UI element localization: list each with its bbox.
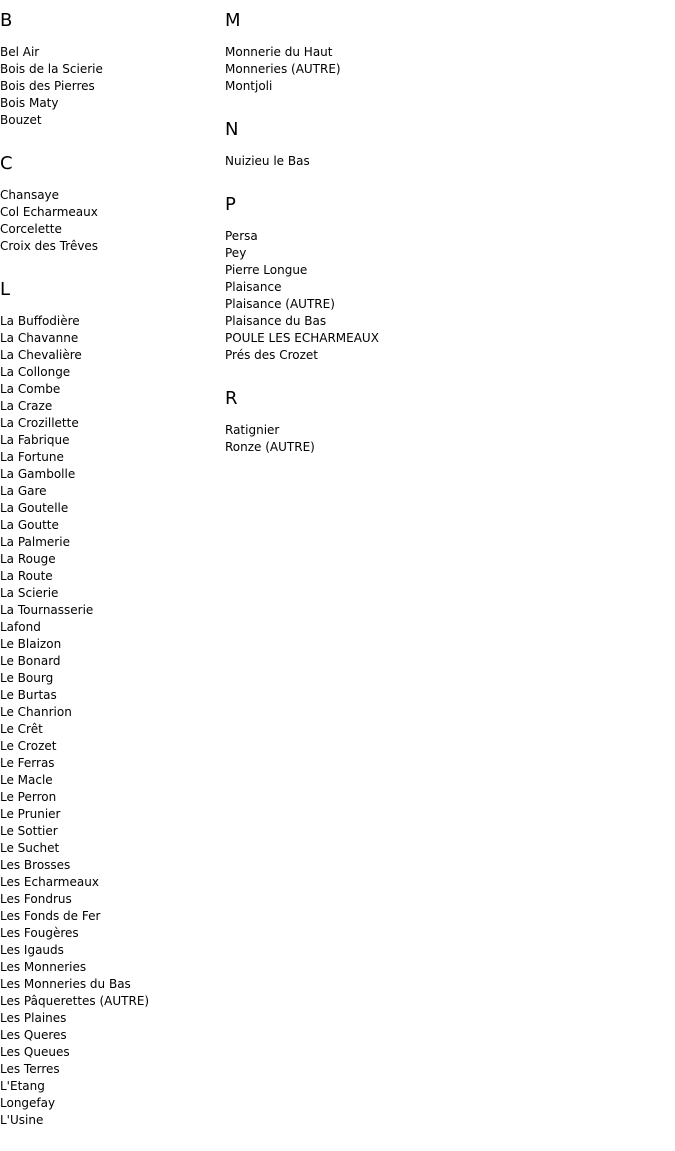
letter-heading: M [225, 10, 241, 31]
place-entry: Les Monneries [0, 960, 87, 974]
place-entry: Plaisance [225, 280, 282, 294]
place-entry: Nuizieu le Bas [225, 154, 310, 168]
place-entry: Les Fonds de Fer [0, 909, 101, 923]
place-entry: La Craze [0, 399, 53, 413]
place-entry: Les Plaines [0, 1011, 67, 1025]
place-entry: La Crozillette [0, 416, 79, 430]
index-column-right [225, 8, 665, 478]
place-entry: La Combe [0, 382, 61, 396]
place-entry: Col Echarmeaux [0, 205, 98, 219]
place-entry: Plaisance (AUTRE) [225, 297, 335, 311]
place-entry: La Goutte [0, 518, 59, 532]
letter-group [0, 151, 220, 255]
place-entry: Les Monneries du Bas [0, 977, 131, 991]
place-entry: Bois des Pierres [0, 79, 95, 93]
letter-group [225, 386, 665, 456]
place-entry: Le Sottier [0, 824, 58, 838]
place-entry: La Chevalière [0, 348, 82, 362]
letter-heading: L [0, 279, 11, 300]
place-entry: La Gare [0, 484, 47, 498]
place-entry: Le Bourg [0, 671, 54, 685]
place-entry: Le Suchet [0, 841, 60, 855]
letter-group [0, 277, 220, 1129]
place-entry: La Goutelle [0, 501, 69, 515]
place-entry: Pierre Longue [225, 263, 308, 277]
letter-heading: N [225, 119, 239, 140]
place-entry: Les Echarmeaux [0, 875, 99, 889]
place-entry: POULE LES ECHARMEAUX [225, 331, 379, 345]
place-entry: Le Crozet [0, 739, 57, 753]
place-entry: Croix des Trêves [0, 239, 99, 253]
place-entry: La Route [0, 569, 53, 583]
entry-list [225, 153, 665, 170]
place-entry: Les Fondrus [0, 892, 72, 906]
place-entry: Monnerie du Haut [225, 45, 333, 59]
place-entry: Longefay [0, 1096, 56, 1110]
place-entry: Le Ferras [0, 756, 55, 770]
place-entry: Ratignier [225, 423, 280, 437]
place-entry: La Tournasserie [0, 603, 94, 617]
place-entry: Prés des Crozet [225, 348, 318, 362]
entry-list [225, 228, 665, 364]
place-entry: Le Blaizon [0, 637, 62, 651]
place-entry: L'Etang [0, 1079, 45, 1093]
letter-heading: C [0, 153, 13, 174]
place-entry: Montjoli [225, 79, 273, 93]
letter-heading: P [225, 194, 236, 215]
entry-list [225, 422, 665, 456]
place-entry: Les Igauds [0, 943, 64, 957]
letter-group [225, 117, 665, 170]
place-entry: Les Terres [0, 1062, 60, 1076]
letter-group [225, 192, 665, 364]
place-entry: La Fortune [0, 450, 64, 464]
place-entry: Bois de la Scierie [0, 62, 103, 76]
place-entry: La Gambolle [0, 467, 76, 481]
place-entry: La Chavanne [0, 331, 79, 345]
letter-group [0, 8, 220, 129]
place-entry: La Scierie [0, 586, 59, 600]
place-entry: L'Usine [0, 1113, 44, 1127]
place-entry: Le Chanrion [0, 705, 72, 719]
entry-list [225, 44, 665, 95]
place-entry: Les Fougères [0, 926, 79, 940]
place-entry: Ronze (AUTRE) [225, 440, 315, 454]
letter-heading: B [0, 10, 13, 31]
index-column-left [0, 8, 220, 1151]
place-entry: Chansaye [0, 188, 60, 202]
place-entry: Le Bonard [0, 654, 61, 668]
place-entry: Lafond [0, 620, 41, 634]
place-entry: Le Crêt [0, 722, 43, 736]
place-entry: Le Perron [0, 790, 57, 804]
place-entry: Les Queres [0, 1028, 67, 1042]
place-entry: Bois Maty [0, 96, 59, 110]
place-entry: Monneries (AUTRE) [225, 62, 341, 76]
place-entry: Pey [225, 246, 247, 260]
place-entry: Les Brosses [0, 858, 71, 872]
place-entry: Persa [225, 229, 258, 243]
entry-list [0, 44, 220, 129]
entry-list [0, 187, 220, 255]
place-entry: Le Burtas [0, 688, 57, 702]
place-entry: La Fabrique [0, 433, 70, 447]
place-entry: Corcelette [0, 222, 62, 236]
place-entry: La Buffodière [0, 314, 80, 328]
place-entry: Bouzet [0, 113, 42, 127]
place-entry: La Rouge [0, 552, 56, 566]
place-entry: La Palmerie [0, 535, 70, 549]
place-entry: Bel Air [0, 45, 40, 59]
place-entry: Le Macle [0, 773, 53, 787]
place-entry: Les Pâquerettes (AUTRE) [0, 994, 150, 1008]
place-entry: Plaisance du Bas [225, 314, 327, 328]
place-entry: Le Prunier [0, 807, 61, 821]
entry-list [0, 313, 220, 1129]
place-entry: Les Queues [0, 1045, 70, 1059]
place-entry: La Collonge [0, 365, 71, 379]
letter-group [225, 8, 665, 95]
letter-heading: R [225, 388, 238, 409]
